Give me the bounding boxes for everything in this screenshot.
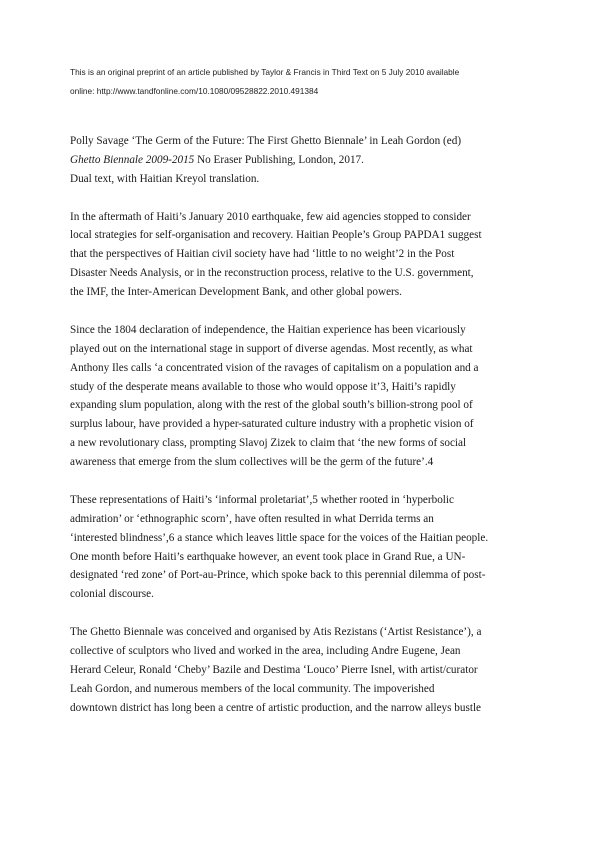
paragraph xyxy=(70,208,590,302)
article-body xyxy=(70,132,590,718)
book-title: Ghetto Biennale 2009-2015 xyxy=(70,153,195,166)
paragraph-gap xyxy=(70,472,590,491)
paragraph-line: local strategies for self-organisation and recovery. Haitian People’s Group PAPDA1 suggest xyxy=(70,229,482,242)
paragraph-line: ‘interested blindness’,6 a stance which leaves little space for the voices of the Haitian people. xyxy=(70,531,489,544)
paragraph-gap xyxy=(70,189,590,208)
paragraph-line: Disaster Needs Analysis, or in the reconstruction process, relative to the U.S. government, xyxy=(70,267,474,280)
paragraph-line: a new revolutionary class, prompting Slavoj Zizek to claim that ‘the new forms of social xyxy=(70,437,467,450)
paragraph-line: that the perspectives of Haitian civil society have had ‘little to no weight’2 in the Post xyxy=(70,248,455,261)
paragraph-line: Anthony Iles calls ‘a concentrated vision of the ravages of capitalism on a population and a xyxy=(70,361,479,374)
paragraph xyxy=(70,321,590,472)
citation-line: Dual text, with Haitian Kreyol translation. xyxy=(70,172,260,185)
paragraph-gap xyxy=(70,302,590,321)
preprint-notice-line: This is an original preprint of an article published by Taylor & Francis in Third Text on 5 July 2010 available xyxy=(70,67,460,77)
paragraph-line: the IMF, the Inter-American Development Bank, and other global powers. xyxy=(70,286,402,299)
paragraph-line: designated ‘red zone’ of Port-au-Prince, which spoke back to this perennial dilemma of post- xyxy=(70,569,486,582)
citation-line: Polly Savage ‘The Germ of the Future: The First Ghetto Biennale’ in Leah Gordon (ed) xyxy=(70,135,462,147)
paragraph-line: awareness that emerge from the slum collectives will be the germ of the future’.4 xyxy=(70,456,434,469)
preprint-notice xyxy=(70,63,540,101)
paragraph-line: Leah Gordon, and numerous members of the local community. The impoverished xyxy=(70,682,435,695)
paragraph-line: In the aftermath of Haiti’s January 2010 earthquake, few aid agencies stopped to consider xyxy=(70,210,471,223)
citation-block xyxy=(70,132,590,189)
paragraph-line: collective of sculptors who lived and worked in the area, including Andre Eugene, Jean xyxy=(70,645,461,658)
paragraph-line: The Ghetto Biennale was conceived and organised by Atis Rezistans (‘Artist Resistance’), a xyxy=(70,626,482,639)
paragraph-line: downtown district has long been a centre of artistic production, and the narrow alleys bustle xyxy=(70,701,482,714)
paragraph-line: admiration’ or ‘ethnographic scorn’, have often resulted in what Derrida terms an xyxy=(70,512,434,525)
paragraph-line: One month before Haiti’s earthquake however, an event took place in Grand Rue, a UN- xyxy=(70,550,466,563)
paragraph xyxy=(70,491,590,604)
paragraph-line: surplus labour, have provided a hyper-saturated culture industry with a prophetic vision of xyxy=(70,418,474,431)
paragraph-line: Herard Celeur, Ronald ‘Cheby’ Bazile and Destima ‘Louco’ Pierre Isnel, with artist/curator xyxy=(70,663,478,676)
paragraph-line: played out on the international stage in support of diverse agendas. Most recently, as what xyxy=(70,342,473,355)
citation-line xyxy=(70,151,590,170)
paragraph-gap xyxy=(70,604,590,623)
paragraph-line: These representations of Haiti’s ‘informal proletariat’,5 whether rooted in ‘hyperbolic xyxy=(70,493,454,506)
citation-publisher: No Eraser Publishing, London, 2017. xyxy=(194,153,364,166)
preprint-notice-line: online: http://www.tandfonline.com/10.1080/09528822.2010.491384 xyxy=(70,85,319,96)
paragraph-line: study of the desperate means available to those who would oppose it’3, Haiti’s rapidly xyxy=(70,380,456,393)
paragraph-line: expanding slum population, along with the rest of the global south’s billion-strong pool of xyxy=(70,399,473,412)
paragraph xyxy=(70,623,590,717)
paragraph-line: Since the 1804 declaration of independence, the Haitian experience has been vicariously xyxy=(70,323,466,336)
paragraph-line: colonial discourse. xyxy=(70,588,154,601)
